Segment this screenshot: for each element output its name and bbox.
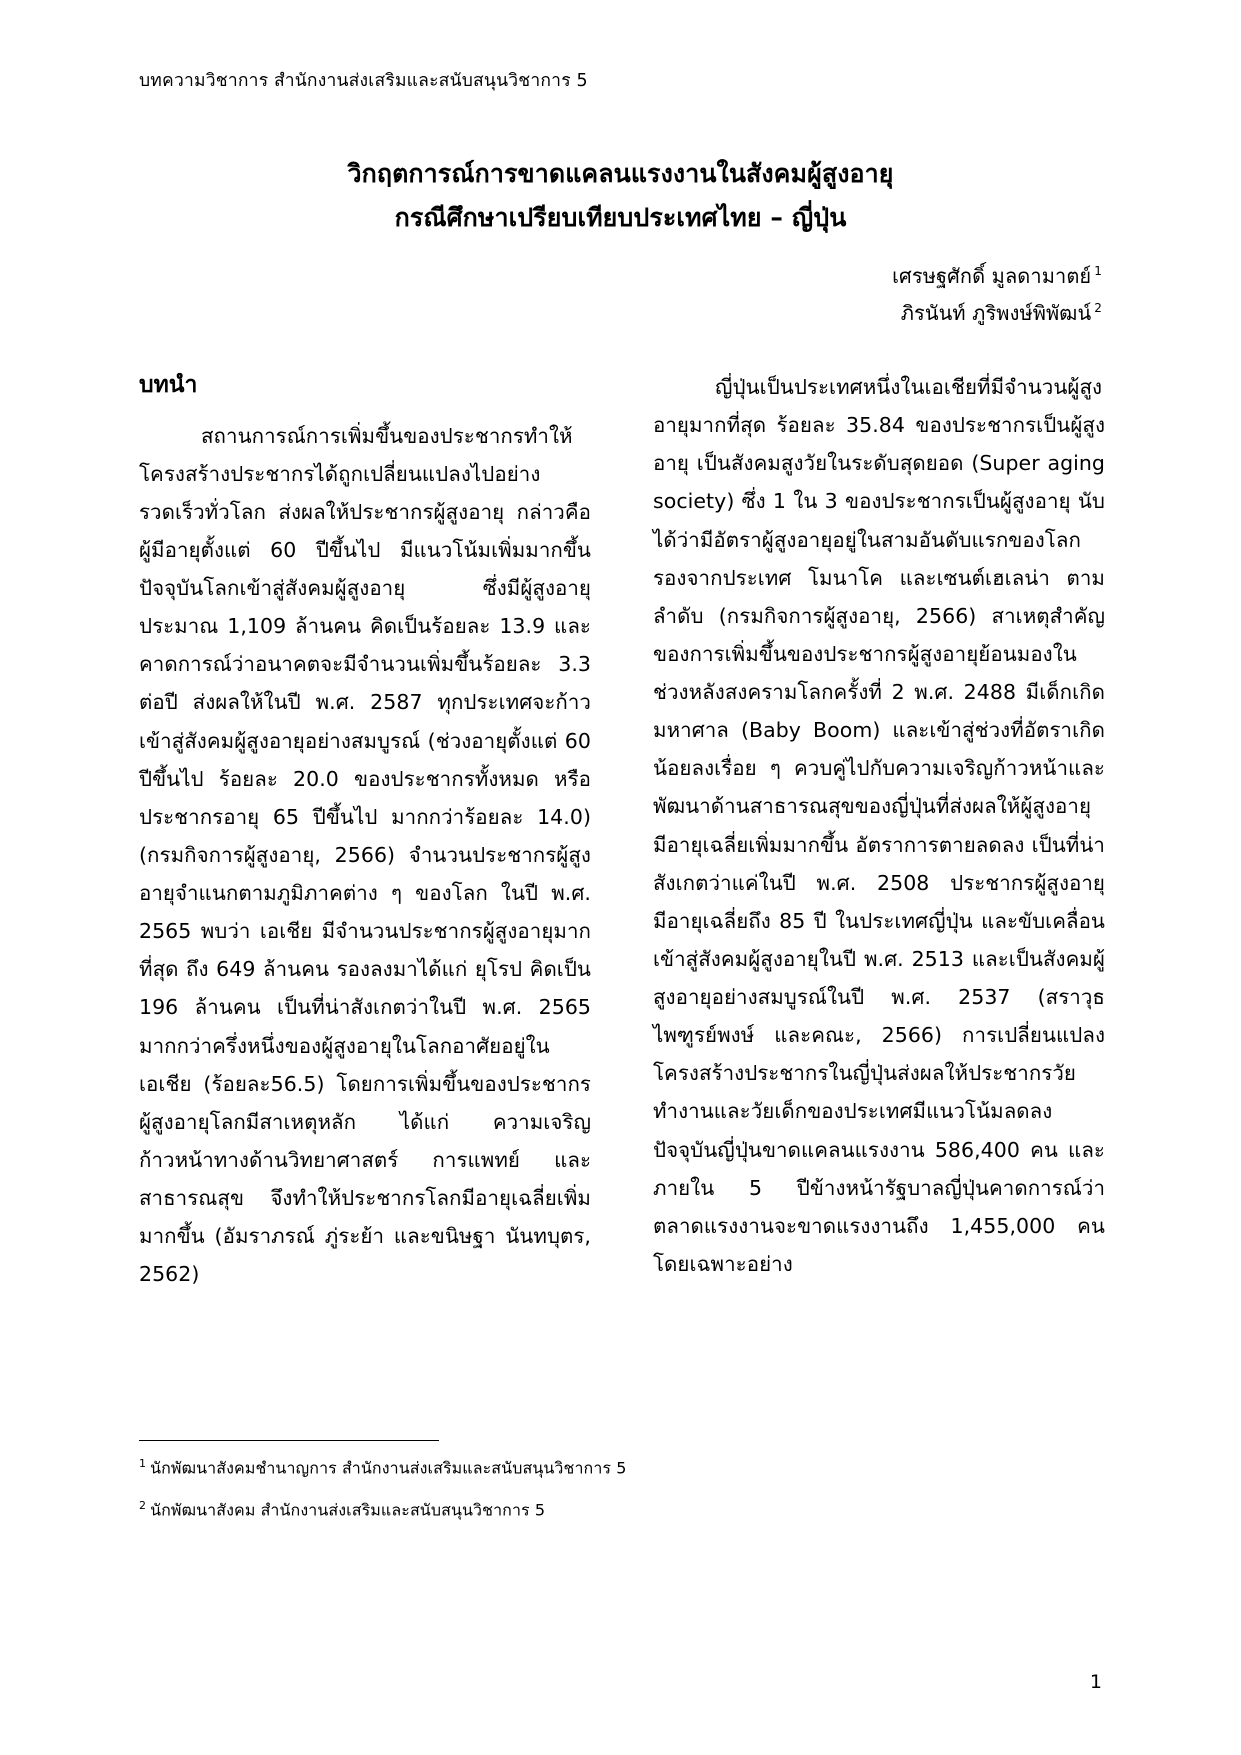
footnote-2-marker: 2: [139, 1499, 147, 1513]
right-column: [653, 368, 1105, 1293]
page-number: 1: [1089, 1671, 1102, 1693]
author-2-marker: 2: [1094, 301, 1102, 316]
author-2: [542, 295, 1102, 332]
article-title-line-1: วิกฤตการณ์การขาดแคลนแรงงานในสังคมผู้สูงอายุ: [347, 159, 894, 188]
author-1: [542, 258, 1102, 295]
footnote-area: [139, 1455, 899, 1539]
footnote-1-marker: 1: [139, 1457, 147, 1470]
body-columns: [139, 368, 1105, 1293]
running-head: บทความวิชาการ สำนักงานส่งเสริมและสนับสนุนวิชาการ 5: [139, 71, 588, 91]
footnote-2: [139, 1497, 899, 1523]
footnote-1-text: นักพัฒนาสังคมชำนาญการ สำนักงานส่งเสริมและสนับสนุนวิชาการ 5: [150, 1458, 627, 1478]
author-1-name: เศรษฐศักดิ์ มูลดามาตย์: [892, 264, 1092, 288]
footnote-separator: [139, 1440, 439, 1441]
left-column: [139, 368, 591, 1293]
author-block: [542, 258, 1102, 332]
footnote-1: [139, 1455, 899, 1481]
section-heading-intro: บทนำ: [139, 372, 198, 398]
article-title-line-2: กรณีศึกษาเปรียบเทียบประเทศไทย – ญี่ปุ่น: [394, 202, 847, 232]
title-block: [139, 152, 1102, 240]
right-column-paragraph: ญี่ปุ่นเป็นประเทศหนึ่งในเอเชียที่มีจำนวนผู้สูงอายุมากที่สุด ร้อยละ 35.84 ของประชากรเป็นผู้สูงอายุ เป็นสังคมสูงวัยในระดับสุดยอด (Super aging society) ซึ่ง 1 ใน 3 ของประชากรเป็นผู้สูงอายุ นับได้ว่ามีอัตราผู้สูงอายุอยู่ในสามอันดับแรกของโลก รองจากประเทศ โมนาโค และเซนต์เฮเลน่า ตามลำดับ (กรมกิจการผู้สูงอายุ, 2566) สาเหตุสำคัญของการเพิ่มขึ้นของประชากรผู้สูงอายุย้อนมองในช่วงหลังสงครามโลกครั้งที่ 2 พ.ศ. 2488 มีเด็กเกิดมหาศาล (Baby Boom) และเข้าสู่ช่วงที่อัตราเกิดน้อยลงเรื่อย ๆ ควบคู่ไปกับความเจริญก้าวหน้าและพัฒนาด้านสาธารณสุขของญี่ปุ่นที่ส่งผลให้ผู้สูงอายุมีอายุเฉลี่ยเพิ่มมากขึ้น อัตราการตายลดลง เป็นที่น่าสังเกตว่าแค่ในปี พ.ศ. 2508 ประชากรผู้สูงอายุมีอายุเฉลี่ยถึง 85 ปี ในประเทศญี่ปุ่น และขับเคลื่อนเข้าสู่สังคมผู้สูงอายุในปี พ.ศ. 2513 และเป็นสังคมผู้สูงอายุอย่างสมบูรณ์ในปี พ.ศ. 2537 (สราวุธ ไพฑูรย์พงษ์ และคณะ, 2566) การเปลี่ยนแปลงโครงสร้างประชากรในญี่ปุ่นส่งผลให้ประชากรวัยทำงานและวัยเด็กของประเทศมีแนวโน้มลดลง ปัจจุบันญี่ปุ่นขาดแคลนแรงงาน 586,400 คน และภายใน 5 ปีข้างหน้ารัฐบาลญี่ปุ่นคาดการณ์ว่า ตลาดแรงงานจะขาดแรงงานถึง 1,455,000 คน โดยเฉพาะอย่าง: [653, 375, 1105, 1276]
author-2-name: ภิรนันท์ ภูริพงษ์พิพัฒน์: [900, 301, 1092, 325]
footnote-2-text: นักพัฒนาสังคม สำนักงานส่งเสริมและสนับสนุนวิชาการ 5: [150, 1500, 546, 1520]
left-column-paragraph: สถานการณ์การเพิ่มขึ้นของประชากรทำให้โครงสร้างประชากรได้ถูกเปลี่ยนแปลงไปอย่างรวดเร็วทั่วโลก ส่งผลให้ประชากรผู้สูงอายุ กล่าวคือ ผู้มีอายุตั้งแต่ 60 ปีขึ้นไป มีแนวโน้มเพิ่มมากขึ้น ปัจจุบันโลกเข้าสู่สังคมผู้สูงอายุ ซึ่งมีผู้สูงอายุประมาณ 1,109 ล้านคน คิดเป็นร้อยละ 13.9 และคาดการณ์ว่าอนาคตจะมีจำนวนเพิ่มขึ้นร้อยละ 3.3 ต่อปี ส่งผลให้ในปี พ.ศ. 2587 ทุกประเทศจะก้าวเข้าสู่สังคมผู้สูงอายุอย่างสมบูรณ์ (ช่วงอายุตั้งแต่ 60 ปีขึ้นไป ร้อยละ 20.0 ของประชากรทั้งหมด หรือประชากรอายุ 65 ปีขึ้นไป มากกว่าร้อยละ 14.0) (กรมกิจการผู้สูงอายุ, 2566) จำนวนประชากรผู้สูงอายุจำแนกตามภูมิภาคต่าง ๆ ของโลก ในปี พ.ศ. 2565 พบว่า เอเชีย มีจำนวนประชากรผู้สูงอายุมากที่สุด ถึง 649 ล้านคน รองลงมาได้แก่ ยุโรป คิดเป็น 196 ล้านคน เป็นที่น่าสังเกตว่าในปี พ.ศ. 2565 มากกว่าครึ่งหนึ่งของผู้สูงอายุในโลกอาศัยอยู่ในเอเชีย (ร้อยละ56.5) โดยการเพิ่มขึ้นของประชากรผู้สูงอายุโลกมีสาเหตุหลัก ได้แก่ ความเจริญก้าวหน้าทางด้านวิทยาศาสตร์ การแพทย์ และสาธารณสุข จึงทำให้ประชากรโลกมีอายุเฉลี่ยเพิ่มมากขึ้น (อัมราภรณ์ ภู่ระย้า และขนิษฐา นันทบุตร, 2562): [139, 423, 591, 1287]
author-1-marker: 1: [1094, 264, 1102, 279]
